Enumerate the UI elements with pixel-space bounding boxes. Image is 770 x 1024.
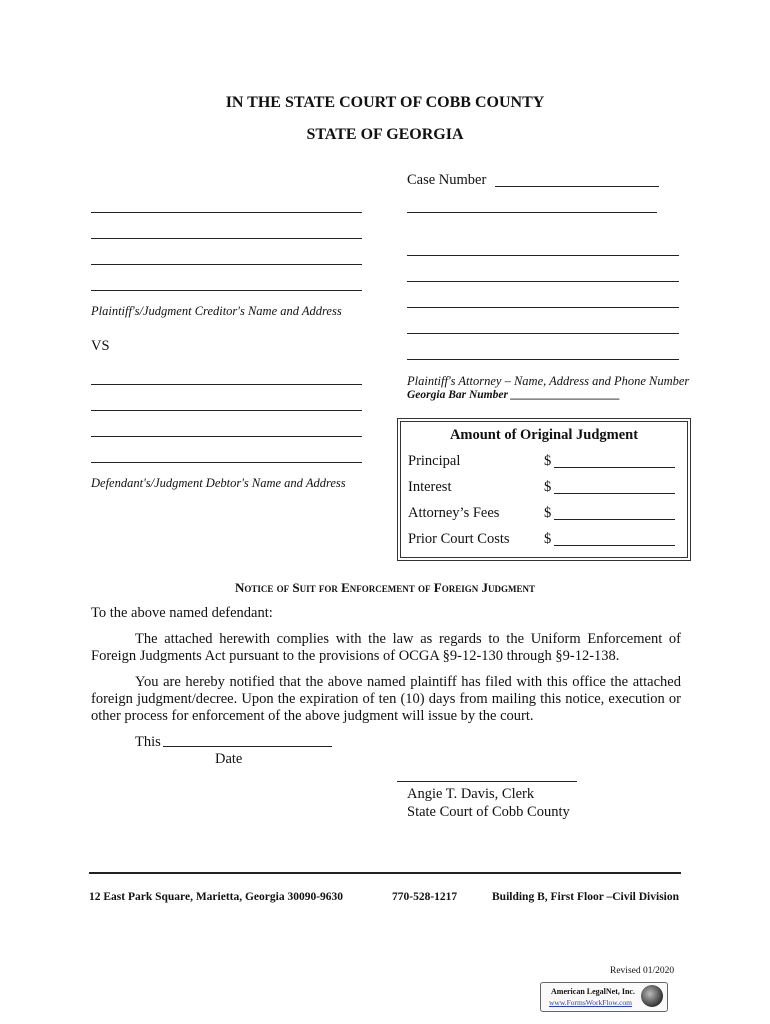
plaintiff-line[interactable] [91, 238, 362, 239]
date-field[interactable] [163, 746, 332, 747]
plaintiff-caption: Plaintiff's/Judgment Creditor's Name and Address [91, 304, 342, 318]
plaintiff-line[interactable] [91, 264, 362, 265]
footer-location: Building B, First Floor –Civil Division [492, 891, 680, 903]
plaintiff-line[interactable] [91, 212, 362, 213]
attorney-line[interactable] [407, 307, 679, 308]
interest-label: Interest [408, 479, 452, 495]
attorneys-fees-currency: $ [544, 505, 552, 521]
notice-salutation: To the above named defendant: [91, 605, 273, 621]
interest-currency: $ [544, 479, 552, 495]
interest-field[interactable] [554, 493, 675, 494]
defendant-line[interactable] [91, 436, 362, 437]
defendant-line[interactable] [91, 462, 362, 463]
clerk-signature-line[interactable] [397, 781, 577, 782]
defendant-line[interactable] [91, 384, 362, 385]
american-legalnet-logo[interactable] [540, 982, 668, 1012]
georgia-bar-number[interactable]: Georgia Bar Number ___________________ [407, 389, 621, 401]
principal-currency: $ [544, 453, 552, 469]
versus-label: VS [91, 338, 110, 354]
logo-website-link[interactable]: www.FormsWorkFlow.com [549, 998, 633, 1007]
plaintiff-line[interactable] [91, 290, 362, 291]
clerk-office: State Court of Cobb County [407, 804, 570, 820]
case-number-field-2[interactable] [407, 212, 657, 213]
prior-court-costs-label: Prior Court Costs [408, 531, 510, 547]
footer-divider [89, 872, 681, 874]
case-number-label: Case Number [407, 172, 487, 188]
attorney-caption: Plaintiff's Attorney – Name, Address and Phone Number [407, 374, 690, 388]
notice-paragraph-2: You are hereby notified that the above named plaintiff has filed with this office the attached foreign judgment/decree. Upon the expiration of ten (10) days from mailing this notice, execution or other process for enforcement of the above judgment will issue by the court. [91, 674, 681, 724]
notice-paragraph-1: The attached herewith complies with the law as regards to the Uniform Enforcement of Foreign Judgments Act pursuant to the provisions of OCGA §9-12-130 through §9-12-138. [91, 631, 681, 664]
state-title: STATE OF GEORGIA [306, 126, 464, 143]
notice-title: Notice of Suit for Enforcement of Foreign Judgment [235, 580, 535, 595]
attorney-line[interactable] [407, 333, 679, 334]
prior-court-costs-currency: $ [544, 531, 552, 547]
date-label: Date [215, 751, 243, 767]
clerk-name: Angie T. Davis, Clerk [407, 786, 535, 802]
prior-court-costs-field[interactable] [554, 545, 675, 546]
principal-label: Principal [408, 453, 461, 469]
judgment-box-heading: Amount of Original Judgment [449, 427, 639, 443]
defendant-line[interactable] [91, 410, 362, 411]
footer-phone: 770-528-1217 [392, 891, 458, 903]
footer-address: 12 East Park Square, Marietta, Georgia 30090-9630 [89, 891, 344, 903]
attorneys-fees-field[interactable] [554, 519, 675, 520]
attorney-line[interactable] [407, 281, 679, 282]
court-title: IN THE STATE COURT OF COBB COUNTY [225, 94, 545, 111]
case-number-field[interactable] [495, 186, 659, 187]
logo-company: American LegalNet, Inc. [551, 987, 635, 996]
attorney-line[interactable] [407, 359, 679, 360]
judgment-amount-box [400, 421, 688, 558]
attorneys-fees-label: Attorney’s Fees [408, 505, 500, 521]
this-label: This [135, 734, 161, 750]
defendant-caption: Defendant's/Judgment Debtor's Name and Address [91, 476, 346, 490]
principal-field[interactable] [554, 467, 675, 468]
revised-date: Revised 01/2020 [610, 966, 675, 976]
attorney-line[interactable] [407, 255, 679, 256]
globe-icon [641, 985, 663, 1007]
